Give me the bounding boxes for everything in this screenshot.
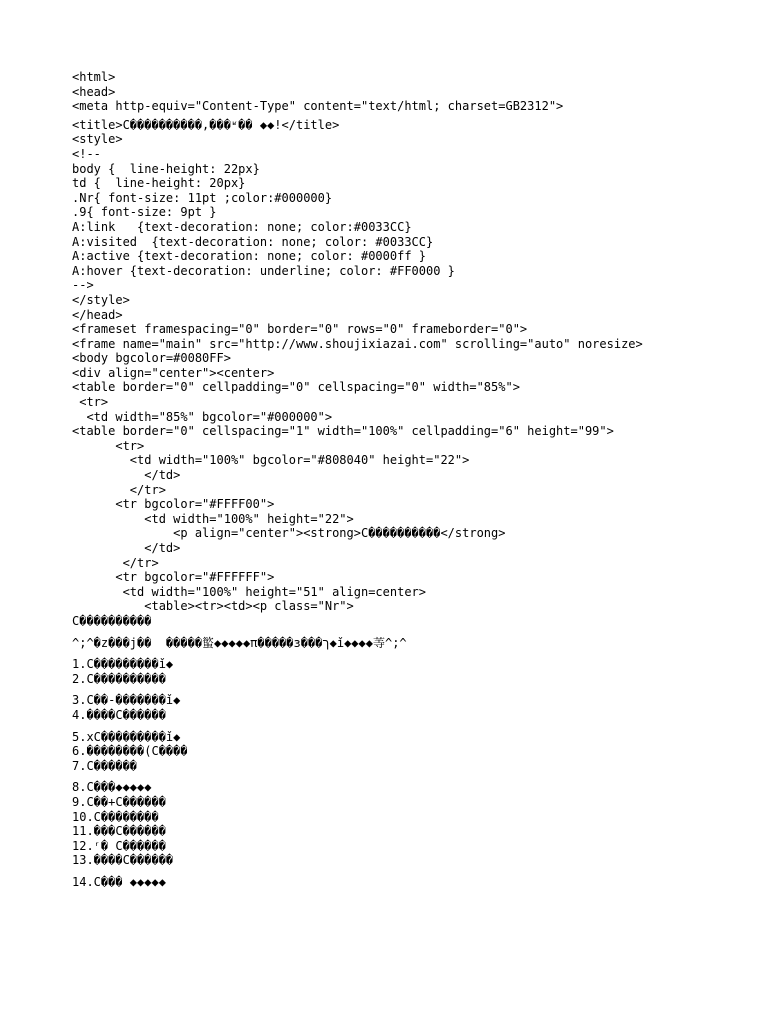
source-line: <div align="center"><center> [72, 365, 275, 380]
source-line: <head> [72, 84, 116, 99]
source-line: body { line-height: 22px} [72, 161, 260, 176]
source-line: 7.C������ [72, 758, 138, 773]
source-line: </head> [72, 307, 123, 322]
source-line: C���������� [72, 613, 152, 628]
source-line: <html> [72, 70, 116, 84]
source-line: <frameset framespacing="0" border="0" rows="0" frameborder="0"> [72, 322, 528, 337]
source-line: <tr bgcolor="#FFFFFF"> [72, 570, 275, 585]
source-line: A:active {text-decoration: none; color: #0000ff } [72, 249, 427, 264]
source-line: 9.C��+C������ [72, 794, 166, 809]
source-line: 10.C�������� [72, 809, 159, 824]
source-line: 12.ʳ� C������ [72, 838, 166, 853]
html-source-document [72, 70, 752, 889]
source-line: 5.xC���������ǐ◆ [72, 729, 181, 744]
source-line: <body bgcolor=#0080FF> [72, 351, 231, 366]
source-line: 8.C���◆◆◆◆◆ [72, 780, 152, 795]
source-line: 2.C���������� [72, 671, 166, 686]
source-line: <table border="0" cellpadding="0" cellspacing="0" width="85%"> [72, 380, 520, 395]
source-line: <title>C����������,���ʶ�� ◆◆!</title> [72, 117, 340, 132]
source-line: <p align="center"><strong>C����������</strong> [72, 526, 506, 541]
source-line: <tr> [72, 438, 145, 453]
source-line: </tr> [72, 555, 159, 570]
source-line: </td> [72, 468, 181, 483]
source-line: td { line-height: 20px} [72, 176, 246, 191]
source-line: 6.��������(C���� [72, 744, 188, 759]
source-line: A:link {text-decoration: none; color:#0033CC} [72, 219, 412, 234]
source-line: .Nr{ font-size: 11pt ;color:#000000} [72, 190, 333, 205]
source-line: </tr> [72, 482, 166, 497]
source-line: <!-- [72, 146, 101, 161]
source-line: 4.����C������ [72, 707, 166, 722]
source-line: 11.���C������ [72, 824, 166, 839]
source-line: <td width="100%" height="22"> [72, 511, 354, 526]
source-line: <frame name="main" src="http://www.shoujixiazai.com" scrolling="auto" noresize> [72, 336, 643, 351]
source-line: <td width="85%" bgcolor="#000000"> [72, 409, 333, 424]
source-line: --> [72, 278, 94, 293]
source-line: <style> [72, 132, 123, 147]
source-line: <table border="0" cellspacing="1" width="100%" cellpadding="6" height="99"> [72, 424, 614, 439]
source-line: <tr> [72, 395, 109, 410]
source-line: A:visited {text-decoration: none; color: #0033CC} [72, 234, 434, 249]
source-line: </style> [72, 292, 130, 307]
source-line: 14.C��� ◆◆◆◆◆ [72, 874, 166, 889]
source-line: <tr bgcolor="#FFFF00"> [72, 497, 275, 512]
source-line: 3.C��-�������ǐ◆ [72, 693, 181, 708]
source-line: <table><tr><td><p class="Nr"> [72, 599, 354, 614]
source-line: <meta http-equiv="Content-Type" content="text/html; charset=GB2312"> [72, 99, 564, 114]
source-line: .9{ font-size: 9pt } [72, 205, 217, 220]
source-line: </td> [72, 541, 181, 555]
source-line: 13.����C������ [72, 853, 174, 868]
source-line: <td width="100%" bgcolor="#808040" height="22"> [72, 453, 470, 468]
source-line: <td width="100%" height="51" align=center> [72, 584, 427, 599]
source-line: A:hover {text-decoration: underline; color: #FF0000 } [72, 263, 455, 278]
source-line: 1.C���������ǐ◆ [72, 657, 174, 672]
source-line: ^;^�z���j�� �����螸◆◆◆◆◆π�����з���ך◆ǐ◆◆◆◆䓁^;^ [72, 635, 407, 650]
